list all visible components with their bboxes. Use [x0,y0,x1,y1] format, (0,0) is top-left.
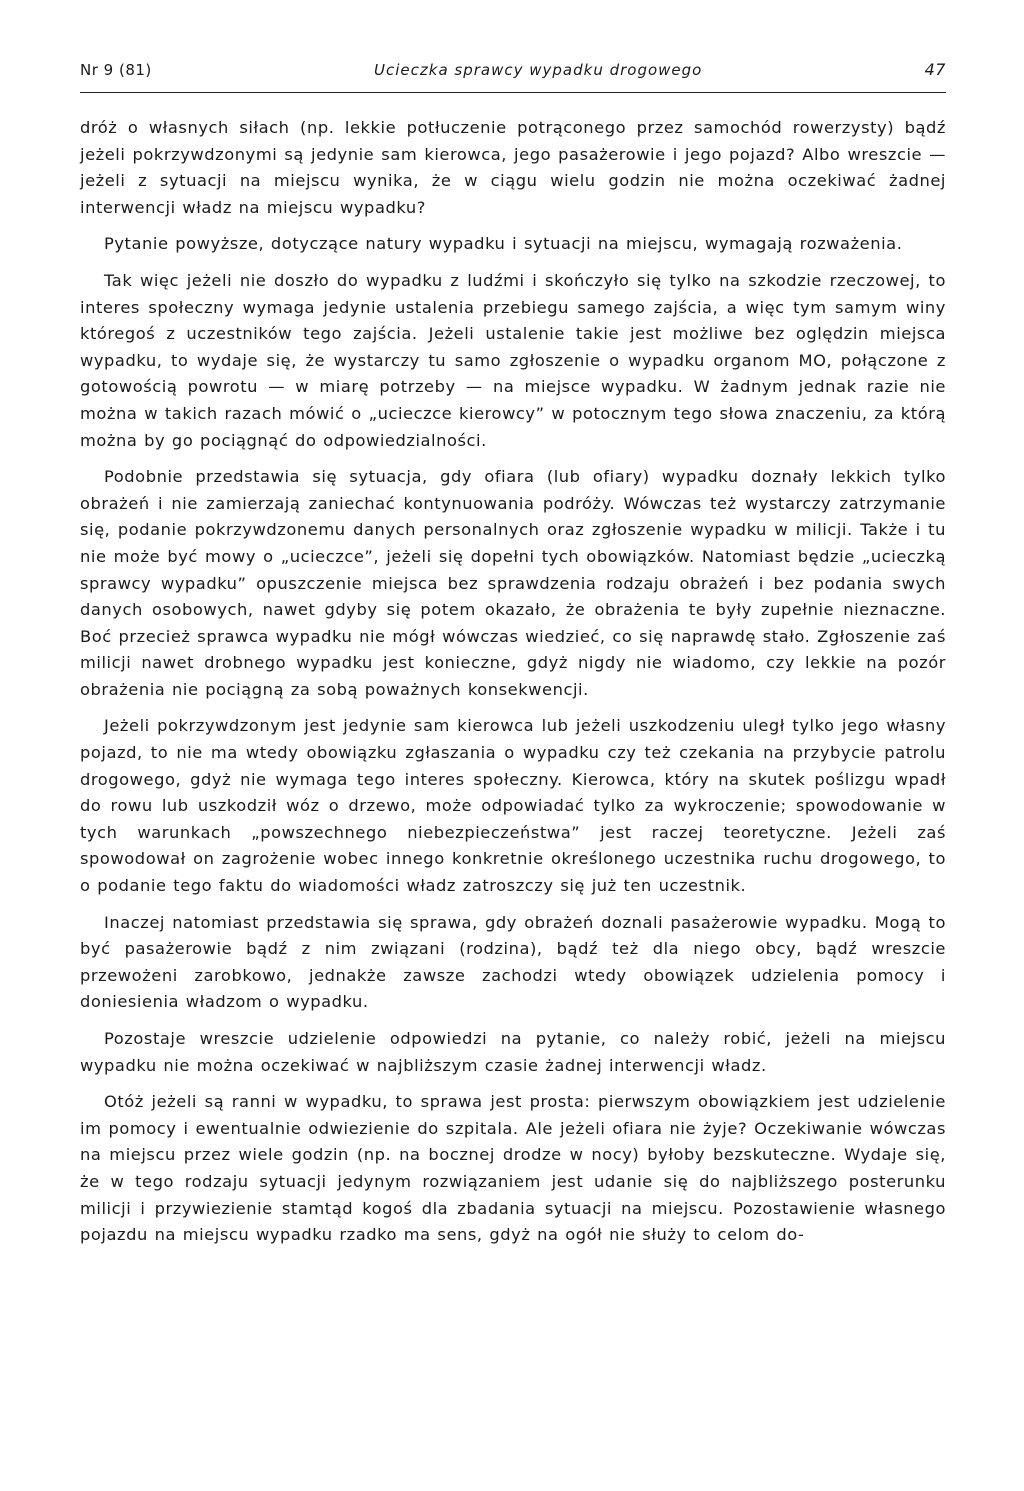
article-body [80,115,946,1249]
journal-page [80,60,946,1259]
paragraph: Inaczej natomiast przedstawia się sprawa, gdy obrażeń doznali pasażerowie wypadku. Mogą to być pasażerowie bądź z nim związani (rodzina), bądź też dla niego obcy, bądź wreszcie przewożeni zarobkowo, jednakże zawsze zachodzi wtedy obowiązek udzielenia pomocy i doniesienia władzom o wypadku. [80,912,946,1012]
paragraph: Podobnie przedstawia się sytuacja, gdy ofiara (lub ofiary) wypadku doznały lekkich tylko obrażeń i nie zamierzają zaniechać kontynuowania podróży. Wówczas też wystarczy zatrzymanie się, podanie pokrzywdzonemu danych personalnych oraz zgłoszenie wypadku w milicji. Także i tu nie może być mowy o „ucieczce”, jeżeli się dopełni tych obowiązków. Natomiast będzie „ucieczką sprawcy wypadku” opuszczenie miejsca bez sprawdzenia rodzaju obrażeń i bez podania swych danych osobowych, nawet gdyby się potem okazało, że obrażenia te były zupełnie nieznaczne. Boć przecież sprawca wypadku nie mógł wówczas wiedzieć, co się naprawdę stało. Zgłoszenie zaś milicji nawet drobnego wypadku jest konieczne, gdyż nigdy nie wiadomo, czy lekkie na pozór obrażenia nie pociągną za sobą poważnych konsekwencji. [80,467,946,699]
paragraph: Otóż jeżeli są ranni w wypadku, to sprawa jest prosta: pierwszym obowiązkiem jest udzielenie im pomocy i ewentualnie odwiezienie do szpitala. Ale jeżeli ofiara nie żyje? Oczekiwanie wówczas na miejscu przez wiele godzin (np. na bocznej drodze w nocy) byłoby bezskuteczne. Wydaje się, że w tego rodzaju sytuacji jedynym rozwiązaniem jest udanie się do najbliższego posterunku milicji i przywiezienie stamtąd kogoś dla zbadania sytuacji na miejscu. Pozostawienie własnego pojazdu na miejscu wypadku rzadko ma sens, gdyż na ogół nie służy to celom do- [80,1092,946,1245]
running-title: Ucieczka sprawcy wypadku drogowego [374,61,703,79]
paragraph: dróż o własnych siłach (np. lekkie potłuczenie potrąconego przez samochód rowerzysty) bądź jeżeli pokrzywdzonymi są jedynie sam kierowca, jego pasażerowie i jego pojazd? Albo wreszcie — jeżeli z sytuacji na miejscu wynika, że w ciągu wielu godzin nie można oczekiwać żadnej interwencji władz na miejscu wypadku? [80,118,946,217]
page-number: 47 [924,60,946,79]
paragraph: Jeżeli pokrzywdzonym jest jedynie sam kierowca lub jeżeli uszkodzeniu uległ tylko jego własny pojazd, to nie ma wtedy obowiązku zgłaszania o wypadku czy też czekania na przybycie patrolu drogowego, gdyż nie wymaga tego interes społeczny. Kierowca, który na skutek poślizgu wpadł do rowu lub uszkodził wóz o drzewo, może odpowiadać tylko za wykroczenie; spowodowanie w tych warunkach „powszechnego niebezpieczeństwa” jest raczej teoretyczne. Jeżeli zaś spowodował on zagrożenie wobec innego konkretnie określonego uczestnika ruchu drogowego, to o podanie tego faktu do wiadomości władz zatroszczy się już ten uczestnik. [80,716,946,896]
paragraph: Pozostaje wreszcie udzielenie odpowiedzi na pytanie, co należy robić, jeżeli na miejscu wypadku nie można oczekiwać w najbliższym czasie żadnej interwencji władz. [80,1029,946,1075]
paragraph: Pytanie powyższe, dotyczące natury wypadku i sytuacji na miejscu, wymagają rozważenia. [104,234,903,254]
running-header [80,60,946,93]
issue-number: Nr 9 (81) [80,61,152,79]
paragraph: Tak więc jeżeli nie doszło do wypadku z ludźmi i skończyło się tylko na szkodzie rzeczowej, to interes społeczny wymaga jedynie ustalenia przebiegu samego zajścia, a więc tym samym winy któregoś z uczestników tego zajścia. Jeżeli ustalenie takie jest możliwe bez oględzin miejsca wypadku, to wydaje się, że wystarczy tu samo zgłoszenie o wypadku organom MO, połączone z gotowością powrotu — w miarę potrzeby — na miejsce wypadku. W żadnym jednak razie nie można w takich razach mówić o „ucieczce kierowcy” w potocznym tego słowa znaczeniu, za którą można by go pociągnąć do odpowiedzialności. [80,270,946,450]
